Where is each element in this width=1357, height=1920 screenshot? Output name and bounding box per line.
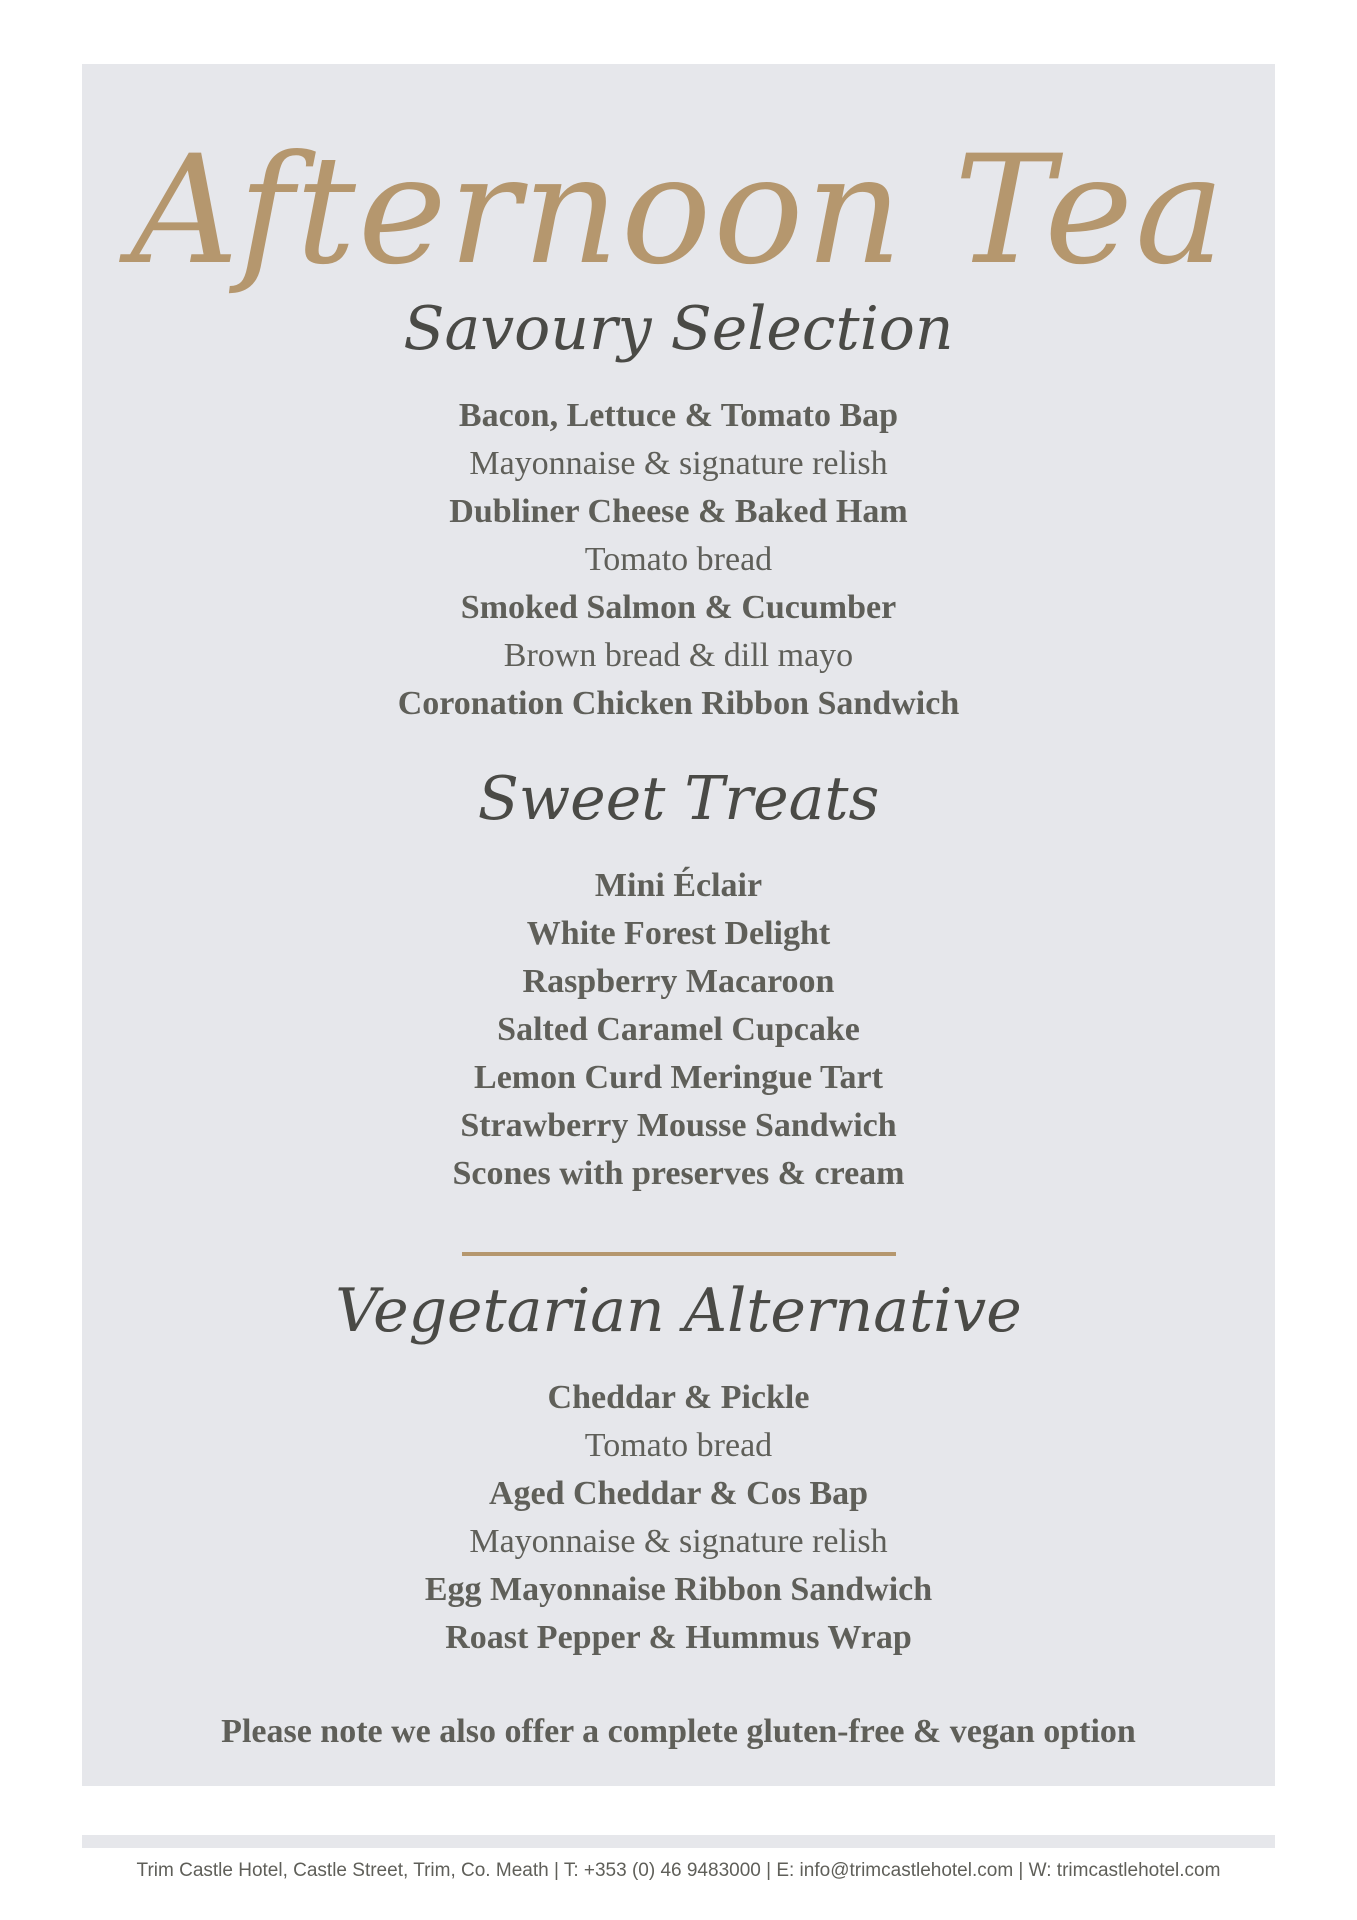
footer-contact: Trim Castle Hotel, Castle Street, Trim, Co. Meath | T: +353 (0) 46 9483000 | E: info@trimcastlehotel.com | W: trimcastlehotel.com bbox=[136, 1860, 1221, 1881]
savoury-list bbox=[82, 392, 1275, 728]
sweet-list bbox=[82, 862, 1275, 1198]
savoury-heading: Savoury Selection bbox=[403, 294, 954, 364]
list-item: Mayonnaise & signature relish bbox=[469, 445, 888, 482]
list-item: Scones with preserves & cream bbox=[452, 1155, 905, 1192]
list-item: Bacon, Lettuce & Tomato Bap bbox=[458, 397, 899, 434]
list-item: Raspberry Macaroon bbox=[522, 963, 835, 1000]
list-item: Coronation Chicken Ribbon Sandwich bbox=[397, 685, 960, 722]
list-item: Aged Cheddar & Cos Bap bbox=[488, 1475, 869, 1512]
list-item: Cheddar & Pickle bbox=[547, 1379, 810, 1416]
list-item: Smoked Salmon & Cucumber bbox=[460, 589, 897, 626]
list-item: Dubliner Cheese & Baked Ham bbox=[449, 493, 908, 530]
list-item: Mini Éclair bbox=[594, 867, 763, 904]
vegetarian-list bbox=[82, 1374, 1275, 1662]
menu-title: Afternoon Tea bbox=[130, 124, 1227, 298]
list-item: Lemon Curd Meringue Tart bbox=[474, 1059, 883, 1096]
list-item: Tomato bread bbox=[584, 1427, 773, 1464]
list-item: White Forest Delight bbox=[526, 915, 831, 952]
sweet-heading: Sweet Treats bbox=[477, 764, 880, 834]
list-item: Tomato bread bbox=[584, 541, 773, 578]
vegetarian-heading: Vegetarian Alternative bbox=[335, 1276, 1022, 1346]
list-item: Roast Pepper & Hummus Wrap bbox=[445, 1619, 912, 1656]
list-item: Strawberry Mousse Sandwich bbox=[460, 1107, 897, 1144]
footer-divider bbox=[82, 1835, 1275, 1848]
menu-panel bbox=[82, 64, 1275, 1786]
dietary-note: Please note we also offer a complete gluten-free & vegan option bbox=[221, 1713, 1136, 1750]
list-item: Egg Mayonnaise Ribbon Sandwich bbox=[424, 1571, 933, 1608]
list-item: Brown bread & dill mayo bbox=[503, 637, 854, 674]
section-divider bbox=[462, 1252, 896, 1256]
list-item: Mayonnaise & signature relish bbox=[469, 1523, 888, 1560]
list-item: Salted Caramel Cupcake bbox=[497, 1011, 860, 1048]
